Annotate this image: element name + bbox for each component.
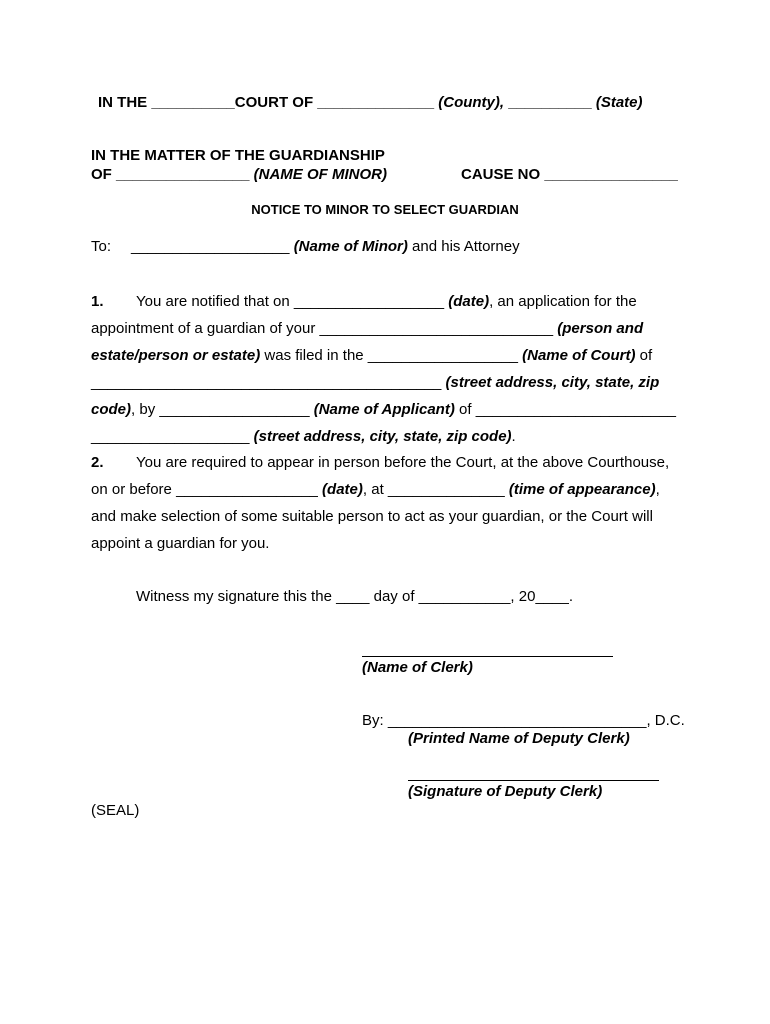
to-recipient — [131, 238, 520, 256]
estate-label: estate/person or estate) — [91, 347, 261, 364]
text: , D.C. — [646, 712, 685, 729]
para2-line-1: You are required to appear in person before the Court, at the above Courthouse, — [136, 454, 670, 471]
to-minor-label: (Name of Minor) — [293, 238, 408, 255]
text: , — [655, 481, 660, 498]
court-name-blank[interactable]: __________ — [151, 94, 235, 111]
name-of-clerk-label: (Name of Clerk) — [362, 659, 473, 676]
applicant-address-blank[interactable]: ________________________ — [475, 401, 676, 418]
witness-line — [136, 588, 573, 606]
text: You are notified that on — [136, 293, 294, 310]
para2-line-2 — [91, 481, 660, 499]
appear-date-blank[interactable]: _________________ — [176, 481, 318, 498]
signature-label: (Signature of Deputy Clerk) — [408, 783, 603, 800]
deputy-clerk-name-blank[interactable]: _______________________________ — [387, 712, 647, 729]
para1-line-5 — [91, 401, 676, 419]
matter-line-2 — [91, 166, 387, 184]
name-of-court-label: (Name of Court) — [517, 347, 636, 364]
text: of — [454, 401, 476, 418]
seal-label: (SEAL) — [91, 802, 140, 819]
witness-day-blank[interactable]: ____ — [336, 588, 370, 605]
clerk-signature-line[interactable] — [362, 656, 613, 657]
text: , by — [131, 401, 160, 418]
to-label: To: — [91, 238, 112, 255]
cause-no-blank[interactable]: ________________ — [544, 166, 678, 183]
text: of — [635, 347, 653, 364]
applicant-label: (Name of Applicant) — [309, 401, 455, 418]
para2-number: 2. — [91, 454, 104, 471]
text: appointment of a guardian of your — [91, 320, 320, 337]
matter-of: OF — [91, 166, 116, 183]
address-blank[interactable]: __________________________________________ — [91, 374, 442, 391]
cause-no-label: CAUSE NO — [461, 166, 545, 183]
para1-line-2 — [91, 320, 643, 338]
text: day of — [369, 588, 419, 605]
applicant-address-blank-2[interactable]: ___________________ — [91, 428, 250, 445]
witness-month-blank[interactable]: ___________ — [418, 588, 511, 605]
county-blank[interactable]: ______________ — [317, 94, 435, 111]
person-and-label: (person and — [553, 320, 644, 337]
state-blank[interactable]: __________ — [508, 94, 592, 111]
para1-line-6 — [91, 428, 516, 446]
minor-name-blank[interactable]: ________________ — [116, 166, 250, 183]
court-name-field-blank[interactable]: __________________ — [367, 347, 518, 364]
text: , 20 — [510, 588, 536, 605]
state-label: (State) — [591, 94, 643, 111]
text: , an application for the — [489, 293, 637, 310]
witness-year-blank[interactable]: ____ — [535, 588, 569, 605]
minor-name-label: (NAME OF MINOR) — [249, 166, 387, 183]
header-court-of: COURT OF — [234, 94, 318, 111]
para2-line-4: appoint a guardian for you. — [91, 535, 270, 552]
text: Witness my signature this the — [136, 588, 337, 605]
text: By: — [362, 712, 388, 729]
code-label: code) — [91, 401, 132, 418]
to-attorney: and his Attorney — [407, 238, 520, 255]
address-label: (street address, city, state, zip — [441, 374, 660, 391]
deputy-signature-line[interactable] — [408, 780, 659, 781]
date-label-2: (date) — [317, 481, 363, 498]
date-label: (date) — [444, 293, 490, 310]
by-line — [362, 712, 685, 730]
applicant-name-blank[interactable]: __________________ — [159, 401, 310, 418]
notify-date-blank[interactable]: __________________ — [293, 293, 445, 310]
text: was filed in the — [260, 347, 368, 364]
para1-number: 1. — [91, 293, 104, 310]
text: . — [511, 428, 516, 445]
guardian-type-blank[interactable]: ____________________________ — [319, 320, 554, 337]
county-label: (County), — [434, 94, 509, 111]
text: . — [568, 588, 573, 605]
notice-title: NOTICE TO MINOR TO SELECT GUARDIAN — [251, 202, 519, 217]
address-label-2: (street address, city, state, zip code) — [249, 428, 512, 445]
header-in-the: IN THE — [98, 94, 152, 111]
to-minor-blank[interactable]: ___________________ — [131, 238, 290, 255]
text: , at — [362, 481, 388, 498]
cause-no — [461, 166, 678, 184]
time-label: (time of appearance) — [504, 481, 656, 498]
para1-line-4 — [91, 374, 659, 392]
para1-line-3 — [91, 347, 652, 365]
appear-time-blank[interactable]: ______________ — [387, 481, 505, 498]
court-header — [98, 94, 643, 112]
para1-line-1 — [136, 293, 637, 311]
matter-line-1: IN THE MATTER OF THE GUARDIANSHIP — [91, 147, 385, 164]
text: on or before — [91, 481, 177, 498]
to-line — [91, 238, 111, 256]
printed-name-label: (Printed Name of Deputy Clerk) — [408, 730, 630, 747]
para2-line-3: and make selection of some suitable person to act as your guardian, or the Court will — [91, 508, 653, 525]
